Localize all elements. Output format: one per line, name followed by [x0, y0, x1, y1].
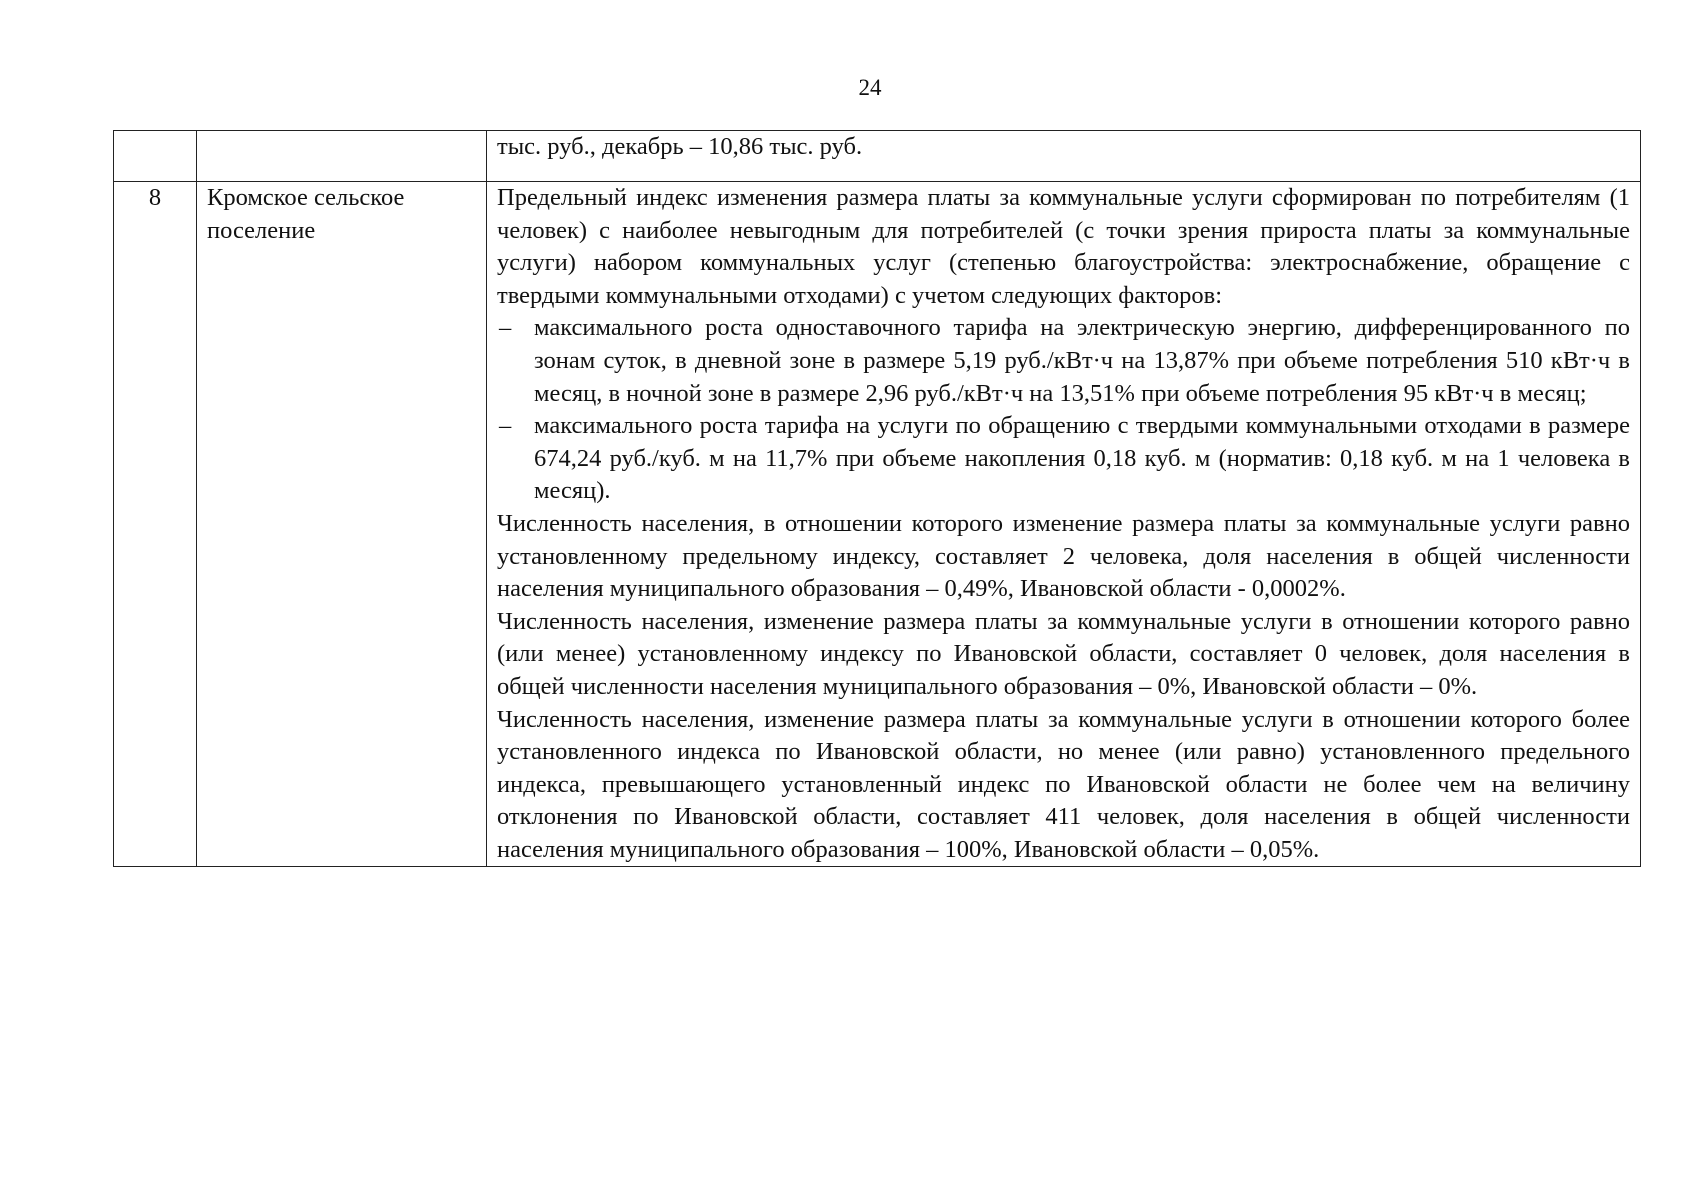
factor-list — [497, 312, 1630, 508]
row-number-cell: 8 — [114, 182, 197, 867]
factor-text: максимального роста одноставочного тарифа на электрическую энергию, дифференцированного по зонам суток, в дневной зоне в размере 5,19 руб./кВт·ч на 13,87% при объеме потребления 510 кВт·ч в месяц, в ночной зоне в размере 2,96 руб./кВт·ч на 13,51% при объеме потребления 95 кВт·ч в месяц; — [534, 314, 1630, 407]
dash-bullet: – — [499, 412, 512, 440]
factor-item — [497, 410, 1630, 508]
table-row-continuation — [114, 131, 1641, 182]
factor-item — [497, 312, 1630, 410]
municipality-name-cell — [197, 131, 487, 182]
population-paragraph: Численность населения, изменение размера платы за коммунальные услуги в отношении которого более установленного индекса по Ивановской области, но менее (или равно) установленного предельного индекса, превышающего установленный индекс по Ивановской области не более чем на величину отклонения по Ивановской области, составляет 411 человек, доля населения в общей численности населения муниципального образования – 100%, Ивановской области – 0,05%. — [497, 705, 1630, 863]
population-paragraph: Численность населения, в отношении которого изменение размера платы за коммунальные услуги равно установленному предельному индексу, составляет 2 человека, доля населения в общей численности населения муниципального образования – 0,49%, Ивановской области - 0,0002%. — [497, 509, 1630, 603]
row-number-cell — [114, 131, 197, 182]
description-cell — [487, 182, 1641, 867]
municipality-name-cell: Кромское сельское поселение — [197, 182, 487, 867]
factor-text: максимального роста тарифа на услуги по обращению с твердыми коммунальными отходами в размере 674,24 руб./куб. м на 11,7% при объеме накопления 0,18 куб. м (норматив: 0,18 куб. м на 1 человека в месяц). — [534, 412, 1630, 505]
intro-paragraph: Предельный индекс изменения размера платы за коммунальные услуги сформирован по потребителям (1 человек) с наиболее невыгодным для потребителей (с точки зрения прироста платы за коммунальные услуги) набором коммунальных услуг (степенью благоустройства: электроснабжение, обращение с твердыми коммунальными отходами) с учетом следующих факторов: — [497, 184, 1630, 309]
table-row — [114, 182, 1641, 867]
continuation-text-cell: тыс. руб., декабрь – 10,86 тыс. руб. — [487, 131, 1641, 182]
population-paragraph: Численность населения, изменение размера платы за коммунальные услуги в отношении которого равно (или менее) установленному индексу по Ивановской области, составляет 0 человек, доля населения в общей численности населения муниципального образования – 0%, Ивановской области – 0%. — [497, 607, 1630, 700]
municipality-table — [113, 130, 1641, 867]
page-number: 24 — [858, 75, 882, 100]
dash-bullet: – — [499, 314, 512, 342]
